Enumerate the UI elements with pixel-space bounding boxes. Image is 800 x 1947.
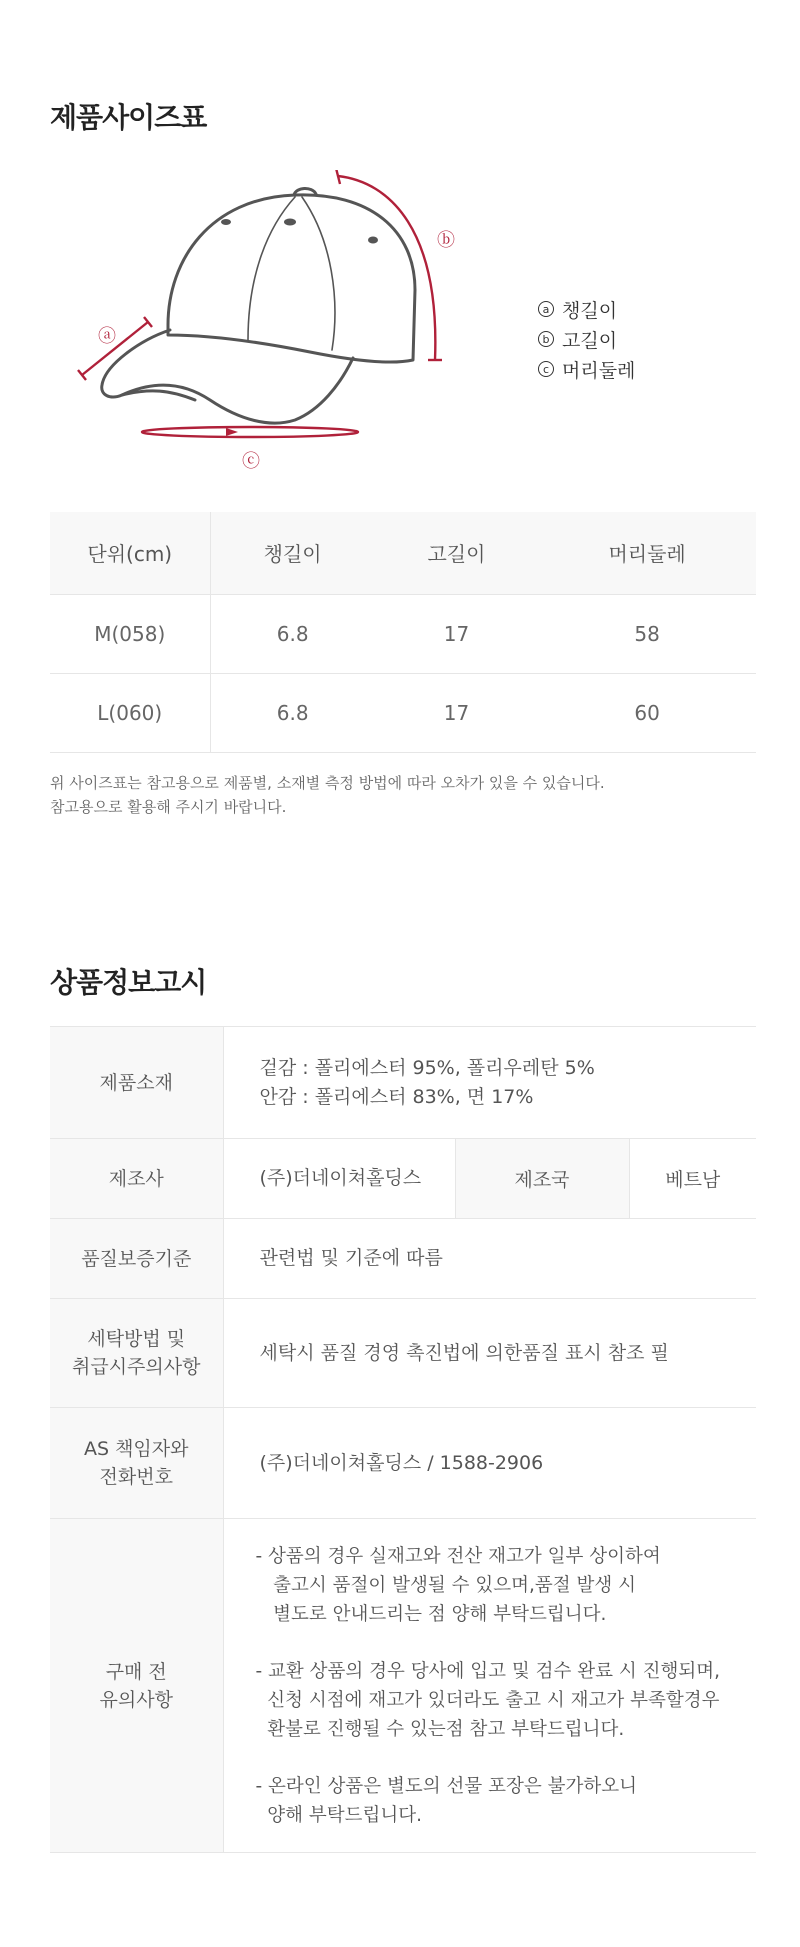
notice-line: 별도로 안내드리는 점 양해 부탁드립니다. [255, 1603, 607, 1625]
size-section-title: 제품사이즈표 [50, 101, 207, 134]
value-cell: 6.8 [210, 594, 375, 673]
header-cell: 머리둘레 [538, 512, 756, 594]
header-cell: 단위(cm) [50, 512, 210, 594]
table-row [50, 1519, 756, 1853]
label-line: 세탁방법 및 [87, 1328, 186, 1350]
info-section-title: 상품정보고시 [50, 966, 207, 999]
row-value-quality: 관련법 및 기준에 따름 [223, 1219, 756, 1299]
diagram-label-b: ⓑ [437, 230, 455, 251]
legend-item-brim [538, 294, 635, 324]
row-value-manufacturer: (주)더네이쳐홀딩스 [223, 1139, 455, 1219]
label-line: 구매 전 [105, 1660, 167, 1683]
size-table [50, 512, 756, 753]
row-label-manufacturer: 제조사 [50, 1139, 223, 1219]
notice-line: - 교환 상품의 경우 당사에 입고 및 검수 완료 시 진행되며, [255, 1660, 721, 1682]
material-line: 안감 : 폴리에스터 83%, 면 17% [259, 1085, 534, 1108]
notice-line: 양해 부탁드립니다. [255, 1804, 422, 1826]
legend-mark-c: c [538, 361, 554, 377]
notice-line: - 상품의 경우 실재고와 전산 재고가 일부 상이하여 [255, 1545, 661, 1567]
label-line: 전화번호 [99, 1466, 173, 1488]
table-row [50, 1408, 756, 1519]
table-row [50, 594, 756, 673]
notice-block [256, 1772, 757, 1830]
row-label-material: 제품소재 [50, 1027, 223, 1139]
header-cell: 고길이 [375, 512, 538, 594]
size-note [50, 771, 605, 819]
legend-mark-b: b [538, 331, 554, 347]
circumference-measure-line [142, 427, 358, 437]
notice-line: - 온라인 상품은 별도의 선물 포장은 불가하오니 [255, 1775, 638, 1797]
cap-eyelets [221, 219, 378, 244]
row-value-notice [223, 1519, 756, 1853]
value-cell: 17 [375, 594, 538, 673]
legend-label: 고길이 [562, 329, 618, 352]
size-table-header [50, 512, 756, 594]
legend-item-circumference [538, 354, 635, 384]
value-cell: 60 [538, 673, 756, 752]
header-cell: 챙길이 [210, 512, 375, 594]
row-label-washing [50, 1299, 223, 1408]
table-row [50, 673, 756, 752]
size-cell: L(060) [50, 673, 210, 752]
notice-block [256, 1657, 757, 1744]
product-info-table [50, 1026, 756, 1853]
table-row [50, 1299, 756, 1408]
row-value-country: 베트남 [629, 1139, 756, 1219]
legend-label: 머리둘레 [562, 359, 636, 382]
table-row [50, 1139, 756, 1219]
size-cell: M(058) [50, 594, 210, 673]
row-label-quality: 품질보증기준 [50, 1219, 223, 1299]
notice-line: 출고시 품절이 발생될 수 있으며,품절 발생 시 [255, 1574, 636, 1596]
value-cell: 58 [538, 594, 756, 673]
row-label-notice [50, 1519, 223, 1853]
cap-illustration [102, 188, 415, 423]
label-line: AS 책임자와 [83, 1438, 189, 1460]
notice-block [256, 1542, 757, 1629]
diagram-label-a: ⓐ [98, 326, 116, 347]
label-line: 취급시주의사항 [72, 1356, 201, 1378]
legend-mark-a: a [538, 301, 554, 317]
table-row [50, 1027, 756, 1139]
row-value-washing: 세탁시 품질 경영 촉진법에 의한품질 표시 참조 필 [223, 1299, 756, 1408]
table-row [50, 1219, 756, 1299]
row-label-as [50, 1408, 223, 1519]
cap-size-diagram [70, 170, 470, 480]
note-line: 위 사이즈표는 참고용으로 제품별, 소재별 측정 방법에 따라 오차가 있을 수 있습니다. [50, 774, 605, 792]
row-value-as: (주)더네이쳐홀딩스 / 1588-2906 [223, 1408, 756, 1519]
row-value-material [223, 1027, 756, 1139]
notice-line: 환불로 진행될 수 있는점 참고 부탁드립니다. [255, 1718, 625, 1740]
value-cell: 17 [375, 673, 538, 752]
value-cell: 6.8 [210, 673, 375, 752]
row-label-country: 제조국 [455, 1139, 629, 1219]
note-line: 참고용으로 활용해 주시기 바랍니다. [50, 798, 287, 816]
measurement-lines [78, 170, 442, 437]
diagram-label-c: ⓒ [242, 451, 260, 472]
legend-item-height [538, 324, 635, 354]
diagram-legend [538, 294, 635, 384]
label-line: 유의사항 [99, 1688, 173, 1711]
legend-label: 챙길이 [562, 299, 618, 322]
notice-line: 신청 시점에 재고가 있더라도 출고 시 재고가 부족할경우 [255, 1689, 720, 1711]
material-line: 겉감 : 폴리에스터 95%, 폴리우레탄 5% [259, 1056, 595, 1079]
